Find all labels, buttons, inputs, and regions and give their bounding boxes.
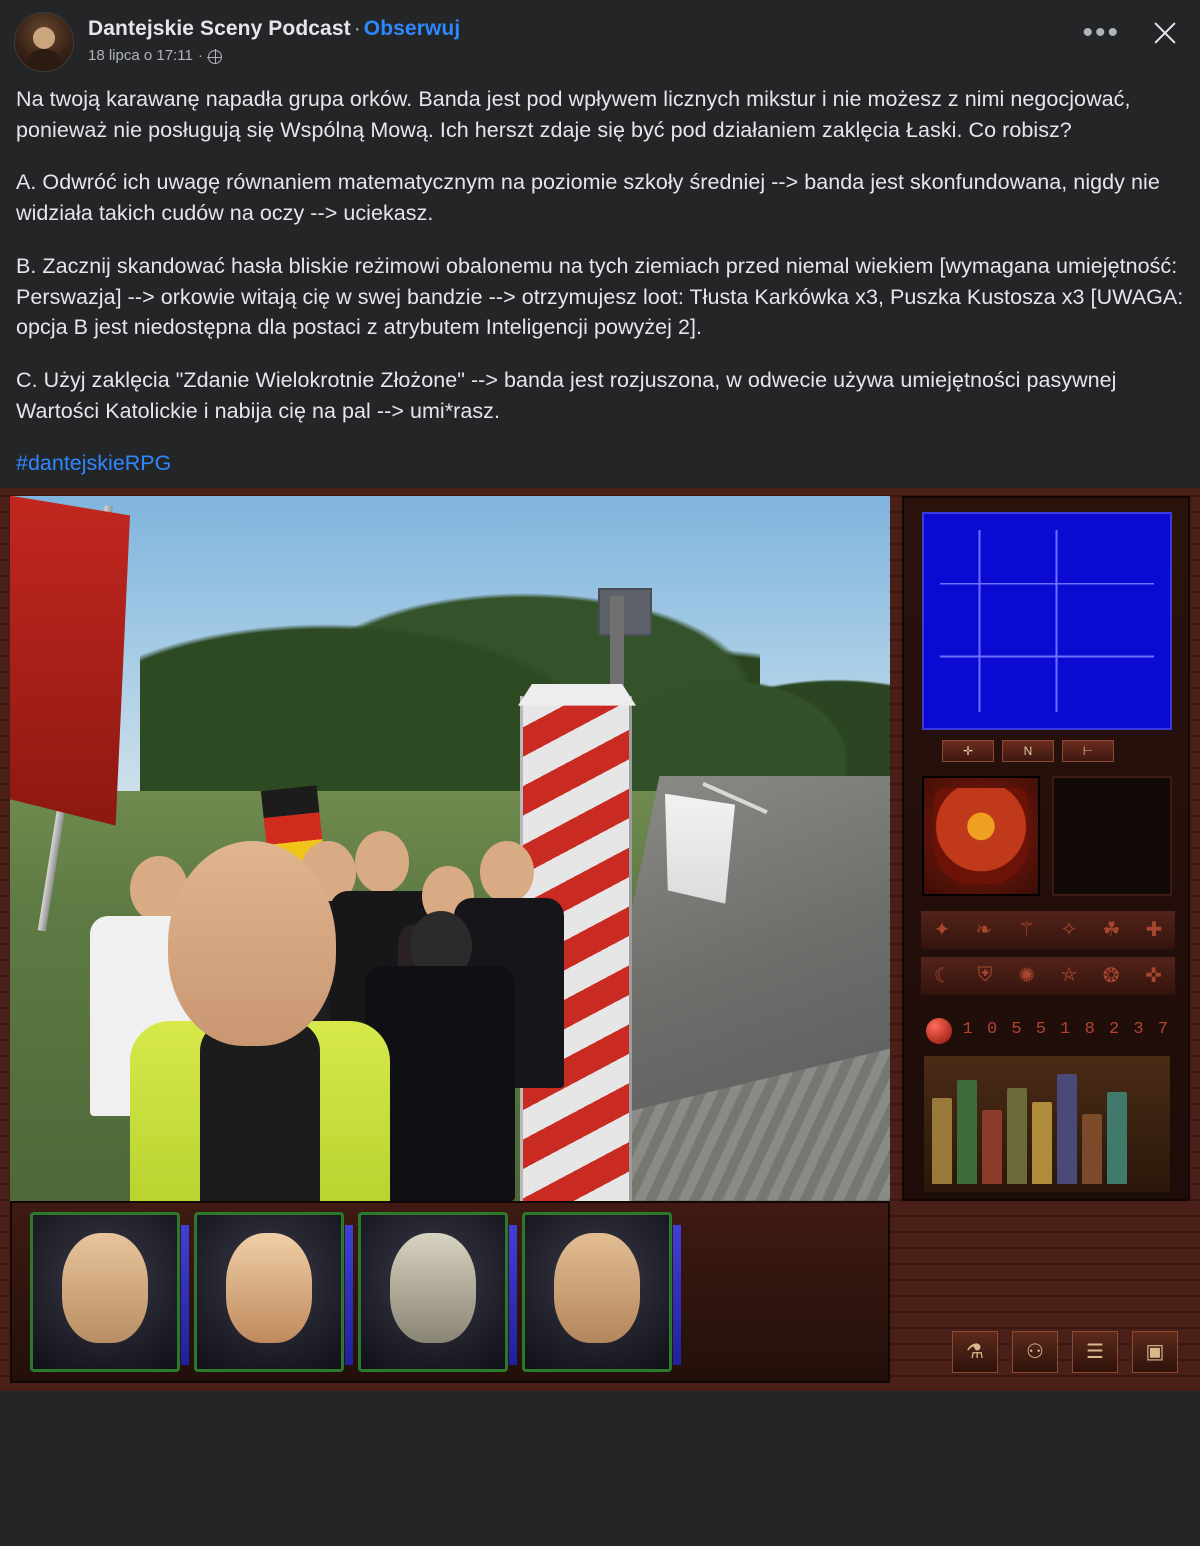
- dragon-icon: [934, 788, 1028, 884]
- hashtag-link[interactable]: #dantejskieRPG: [16, 450, 172, 475]
- globe-icon: [208, 50, 222, 64]
- empty-portrait-slot[interactable]: [1052, 776, 1172, 896]
- polish-flag: [10, 496, 130, 826]
- book-item[interactable]: [1057, 1074, 1077, 1184]
- book-item[interactable]: [957, 1080, 977, 1184]
- rune-icon: ☘: [1102, 919, 1121, 942]
- road-sign: [598, 588, 652, 636]
- minimap-zoom-button[interactable]: ✛: [942, 740, 994, 762]
- party-face-lich: [390, 1233, 476, 1343]
- game-hud-panel: [902, 496, 1190, 1201]
- rune-icon: ✚: [1145, 919, 1163, 942]
- hi-vis-vest: [130, 1021, 390, 1201]
- character-icon[interactable]: ⚇: [1012, 1331, 1058, 1373]
- party-health-bar: [345, 1225, 353, 1365]
- person-head: [480, 841, 534, 903]
- close-icon[interactable]: [1148, 16, 1182, 50]
- white-flag: [665, 794, 735, 904]
- spell-rune-row-2[interactable]: [920, 956, 1176, 996]
- book-item[interactable]: [1007, 1088, 1027, 1184]
- post-paragraph-intro: Na twoją karawanę napadła grupa orków. Banda jest pod wpływem licznych mikstur i nie możesz z nimi negocjować, ponieważ nie posługują się Wspólną Mową. Ich herszt zdaje się być pod działaniem zaklęcia Łaski. Co robisz?: [16, 87, 1131, 142]
- book-item[interactable]: [932, 1098, 952, 1184]
- rune-icon: ✺: [1018, 965, 1036, 988]
- avatar[interactable]: [14, 12, 74, 72]
- post-author-line: [88, 16, 460, 42]
- party-health-bar: [673, 1225, 681, 1365]
- author-separator: ·: [353, 17, 361, 40]
- minimap-buttons: [942, 740, 1114, 762]
- rune-icon: ❂: [1102, 965, 1120, 988]
- rune-icon: ✜: [1145, 965, 1163, 988]
- book-item[interactable]: [982, 1110, 1002, 1184]
- book-item[interactable]: [1107, 1092, 1127, 1184]
- post-header: [0, 0, 1200, 78]
- health-orb[interactable]: [926, 1018, 952, 1044]
- rune-icon: ⛨: [977, 964, 993, 987]
- rune-icon: ✦: [933, 919, 951, 942]
- rune-icon: ❧: [975, 919, 993, 942]
- selfie-person: [130, 841, 390, 1201]
- party-member-2[interactable]: [194, 1212, 344, 1372]
- post-header-actions: [1076, 16, 1182, 50]
- follow-link[interactable]: Obserwuj: [363, 17, 461, 40]
- book-item[interactable]: [1032, 1102, 1052, 1184]
- party-portrait-bar: [10, 1201, 890, 1383]
- spell-book-icon[interactable]: ⚗: [952, 1331, 998, 1373]
- selfie-head: [168, 841, 336, 1046]
- hud-bottom-icons: [952, 1331, 1178, 1373]
- rune-icon: ☾: [933, 965, 952, 988]
- dragon-portrait-slot[interactable]: [922, 776, 1040, 896]
- party-member-4[interactable]: [522, 1212, 672, 1372]
- post-body: [0, 78, 1200, 488]
- journal-icon[interactable]: ☰: [1072, 1331, 1118, 1373]
- minimap-north-button[interactable]: N: [1002, 740, 1054, 762]
- more-options-button[interactable]: •••: [1082, 16, 1120, 49]
- gold-counter: 1 0 5 5 1 8 2 3 7: [962, 1019, 1170, 1039]
- post-attachment-image[interactable]: [0, 488, 1200, 1391]
- rune-icon: ✧: [1060, 919, 1078, 942]
- party-member-1[interactable]: [30, 1212, 180, 1372]
- border-post-cap: [518, 684, 636, 706]
- spell-rune-row-1[interactable]: [920, 910, 1176, 950]
- meta-separator: ·: [197, 47, 203, 65]
- post-paragraph-option-b: B. Zacznij skandować hasła bliskie reżimowi obalonemu na tych ziemiach przed niemal wiekiem [wymagana umiejętność: Perswazja] --> orkowie witają cię w swej bandzie --> otrzymujesz loot: Tłusta Karkówka x3, Puszka Kustosza x3 [UWAGA: opcja B jest niedostępna dla postaci z atrybutem Inteligencji powyżej 2].: [16, 253, 1184, 340]
- party-member-3[interactable]: [358, 1212, 508, 1372]
- post-author-name[interactable]: Dantejskie Sceny Podcast: [88, 17, 351, 40]
- post-timestamp[interactable]: 18 lipca o 17:11: [88, 47, 193, 65]
- rune-icon: ⚚: [1017, 919, 1036, 942]
- post-header-text: [88, 10, 460, 66]
- rune-icon: ⛤: [1060, 964, 1077, 987]
- minimap[interactable]: [922, 512, 1172, 730]
- party-face-warrior: [62, 1233, 148, 1343]
- party-health-bar: [509, 1225, 517, 1365]
- book-item[interactable]: [1082, 1114, 1102, 1184]
- post-paragraph-option-c: C. Użyj zaklęcia "Zdanie Wielokrotnie Złożone" --> banda jest rozjuszona, w odwecie używa umiejętności pasywnej Wartości Katolickie i nabija cię na pal --> umi*rasz.: [16, 368, 1117, 423]
- post-paragraph-option-a: A. Odwróć ich uwagę równaniem matematycznym na poziomie szkoły średniej --> banda jest skonfundowana, nigdy nie widziała takich cudów na oczy --> uciekasz.: [16, 170, 1160, 226]
- map-icon[interactable]: ▣: [1132, 1331, 1178, 1373]
- party-health-bar: [181, 1225, 189, 1365]
- minimap-expand-button[interactable]: ⊢: [1062, 740, 1114, 762]
- photo-area: [10, 496, 890, 1201]
- post-meta-line: [88, 47, 460, 66]
- party-face-rogue: [554, 1233, 640, 1343]
- inventory-bookshelf[interactable]: [922, 1054, 1172, 1194]
- party-face-sorceress: [226, 1233, 312, 1343]
